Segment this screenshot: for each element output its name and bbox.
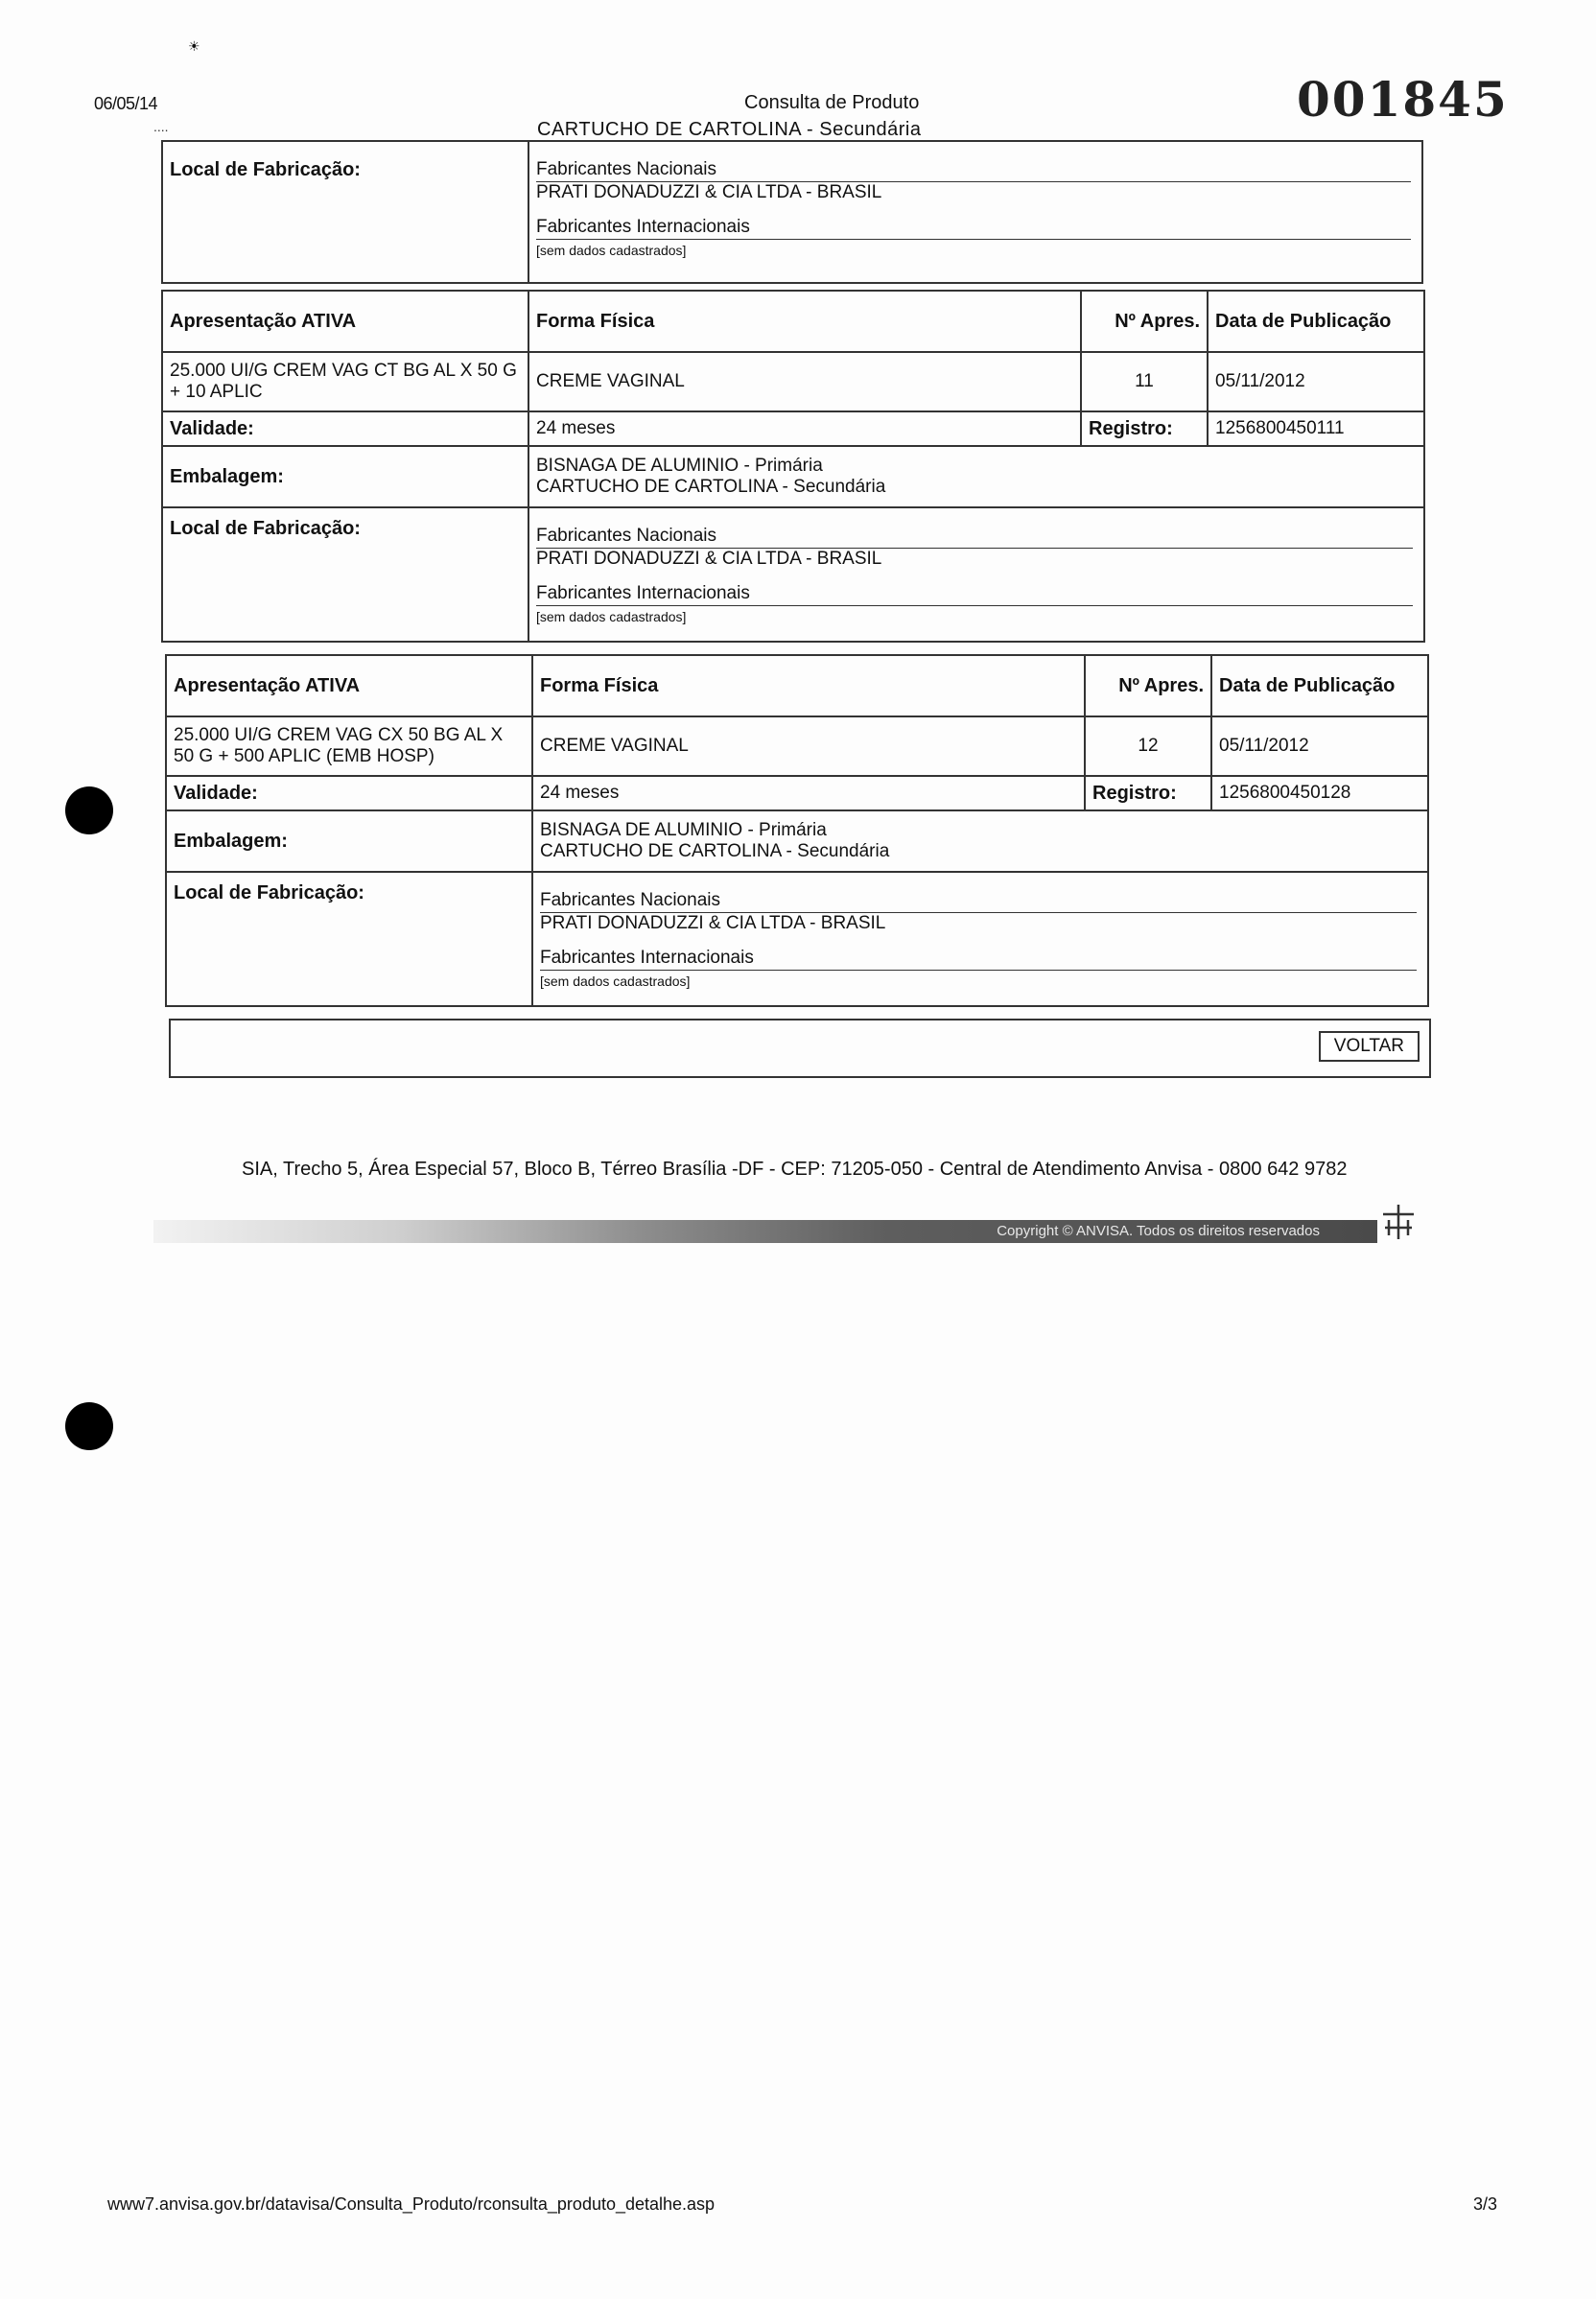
apresentacao-value: 25.000 UI/G CREM VAG CX 50 BG AL X 50 G + 500 APLIC (EMB HOSP) (166, 716, 532, 776)
punch-hole-lower (65, 1402, 113, 1450)
data-publicacao-label: Data de Publicação (1211, 655, 1428, 716)
fab-internacional-name: [sem dados cadastrados] (536, 243, 687, 258)
local-fabricacao-value (532, 872, 1428, 1006)
forma-fisica-value: CREME VAGINAL (532, 716, 1085, 776)
apresentacao-value: 25.000 UI/G CREM VAG CT BG AL X 50 G + 10 APLIC (162, 352, 528, 411)
embalagem-secundaria: CARTUCHO DE CARTOLINA - Secundária (540, 841, 890, 861)
registro-value: 1256800450111 (1208, 411, 1424, 446)
footer-address: SIA, Trecho 5, Área Especial 57, Bloco B, Térreo Brasília -DF - CEP: 71205-050 - Central de Atendimento Anvisa - 0800 642 9782 (242, 1159, 1348, 1180)
page-number: 3/3 (1473, 2194, 1498, 2214)
local-fabricacao-label: Local de Fabricação: (166, 872, 532, 1006)
fab-internacional-name: [sem dados cadastrados] (536, 609, 687, 624)
cut-off-label: .... (153, 119, 169, 134)
voltar-button[interactable]: VOLTAR (1319, 1031, 1420, 1062)
forma-fisica-label: Forma Física (528, 291, 1081, 352)
cut-off-embalagem-text: CARTUCHO DE CARTOLINA - Secundária (537, 119, 922, 140)
registro-label: Registro: (1081, 411, 1208, 446)
local-fabricacao-label: Local de Fabricação: (162, 507, 528, 642)
embalagem-secundaria: CARTUCHO DE CARTOLINA - Secundária (536, 477, 886, 497)
n-apres-label: Nº Apres. (1081, 291, 1208, 352)
fab-nacionais-heading: Fabricantes Nacionais (536, 526, 1413, 549)
data-publicacao-value: 05/11/2012 (1208, 352, 1424, 411)
local-fabricacao-label: Local de Fabricação: (162, 141, 528, 283)
apresentacao-label: Apresentação ATIVA (162, 291, 528, 352)
page-stamp-number: 001845 (1297, 71, 1509, 128)
fab-nacional-name: PRATI DONADUZZI & CIA LTDA - BRASIL (536, 549, 882, 569)
registro-value: 1256800450128 (1211, 776, 1428, 810)
validade-value: 24 meses (532, 776, 1085, 810)
copyright-text: Copyright © ANVISA. Todos os direitos reservados (997, 1223, 1320, 1239)
fab-nacionais-heading: Fabricantes Nacionais (536, 159, 1411, 182)
voltar-row (169, 1019, 1431, 1078)
n-apres-label: Nº Apres. (1085, 655, 1211, 716)
forma-fisica-label: Forma Física (532, 655, 1085, 716)
n-apres-value: 12 (1085, 716, 1211, 776)
apresentacao-label: Apresentação ATIVA (166, 655, 532, 716)
validade-value: 24 meses (528, 411, 1081, 446)
embalagem-value (528, 446, 1424, 507)
n-apres-value: 11 (1081, 352, 1208, 411)
fab-internacionais-heading: Fabricantes Internacionais (536, 583, 1413, 606)
local-fabricacao-value (528, 141, 1422, 283)
copyright-bar (153, 1220, 1377, 1243)
fab-nacional-name: PRATI DONADUZZI & CIA LTDA - BRASIL (540, 913, 886, 933)
apresentacao-block-2 (165, 654, 1429, 1007)
print-date: 06/05/14 (94, 94, 158, 113)
page-title: Consulta de Produto (744, 92, 920, 113)
data-publicacao-value: 05/11/2012 (1211, 716, 1428, 776)
anvisa-logo-icon (1377, 1201, 1420, 1243)
validade-label: Validade: (166, 776, 532, 810)
page-url: www7.anvisa.gov.br/datavisa/Consulta_Produto/rconsulta_produto_detalhe.asp (107, 2194, 716, 2214)
embalagem-label: Embalagem: (166, 810, 532, 872)
forma-fisica-value: CREME VAGINAL (528, 352, 1081, 411)
fab-internacional-name: [sem dados cadastrados] (540, 974, 691, 989)
scan-mark: ☀ (188, 38, 200, 54)
local-fabricacao-value (528, 507, 1424, 642)
embalagem-primaria: BISNAGA DE ALUMINIO - Primária (536, 456, 823, 476)
validade-label: Validade: (162, 411, 528, 446)
embalagem-label: Embalagem: (162, 446, 528, 507)
fab-nacional-name: PRATI DONADUZZI & CIA LTDA - BRASIL (536, 182, 882, 202)
fab-nacionais-heading: Fabricantes Nacionais (540, 890, 1417, 913)
embalagem-primaria: BISNAGA DE ALUMINIO - Primária (540, 820, 827, 840)
data-publicacao-label: Data de Publicação (1208, 291, 1424, 352)
fab-internacionais-heading: Fabricantes Internacionais (540, 948, 1417, 971)
registro-label: Registro: (1085, 776, 1211, 810)
punch-hole-upper (65, 786, 113, 834)
fabrication-block-0 (161, 140, 1423, 284)
apresentacao-block-1 (161, 290, 1425, 643)
fab-internacionais-heading: Fabricantes Internacionais (536, 217, 1411, 240)
embalagem-value (532, 810, 1428, 872)
